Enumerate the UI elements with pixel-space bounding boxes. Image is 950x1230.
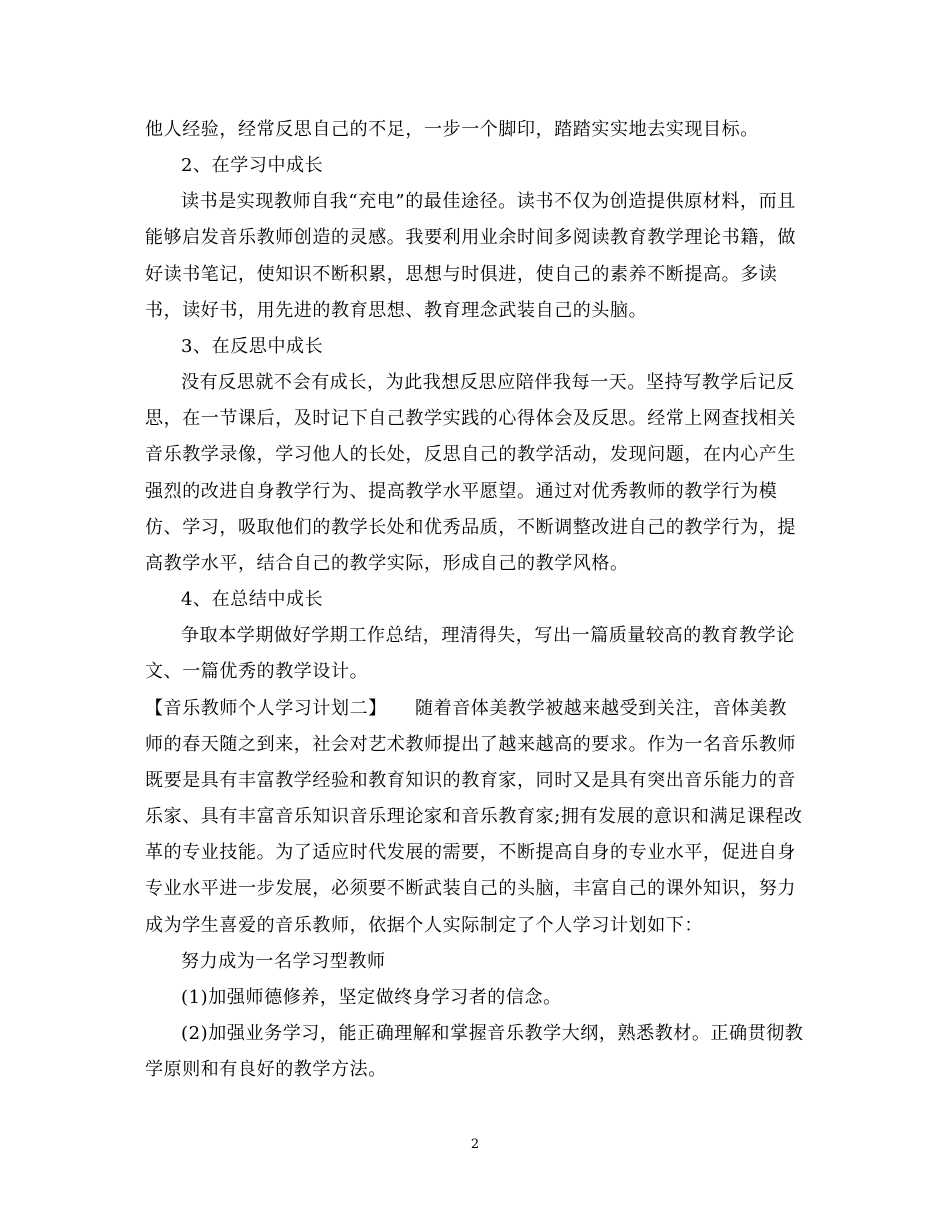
section-heading: 4、在总结中成长 bbox=[181, 589, 324, 610]
text-line: 既要是具有丰富教学经验和教育知识的教育家，同时又是具有突出音乐能力的音 bbox=[145, 770, 796, 791]
section-heading: 3、在反思中成长 bbox=[181, 336, 324, 357]
text-line: 仿、学习，吸取他们的教学长处和优秀品质，不断调整改进自己的教学行为，提 bbox=[145, 517, 796, 538]
text-line: 他人经验，经常反思自己的不足，一步一个脚印，踏踏实实地去实现目标。 bbox=[145, 119, 759, 140]
text-line: 师的春天随之到来，社会对艺术教师提出了越来越高的要求。作为一名音乐教师 bbox=[145, 734, 796, 755]
section-heading: 2、在学习中成长 bbox=[181, 155, 324, 176]
text-line: 成为学生喜爱的音乐教师，依据个人实际制定了个人学习计划如下： bbox=[145, 915, 703, 936]
text-line: 没有反思就不会有成长，为此我想反思应陪伴我每一天。坚持写教学后记反 bbox=[181, 372, 795, 393]
text-line: 专业水平进一步发展，必须要不断武装自己的头脑，丰富自己的课外知识，努力 bbox=[145, 878, 796, 899]
text-line: 【音乐教师个人学习计划二】 随着音体美教学被越来越受到关注，音体美教 bbox=[145, 698, 787, 719]
text-line: 思，在一节课后，及时记下自己教学实践的心得体会及反思。经常上网查找相关 bbox=[145, 408, 796, 429]
text-line: 好读书笔记，使知识不断积累，思想与时俱进，使自己的素养不断提高。多读 bbox=[145, 264, 778, 285]
text-line: 革的专业技能。为了适应时代发展的需要，不断提高自身的专业水平，促进自身 bbox=[145, 842, 796, 863]
text-line: 书，读好书，用先进的教育思想、教育理念武装自己的头脑。 bbox=[145, 300, 648, 321]
text-line: 乐家、具有丰富音乐知识音乐理论家和音乐教育家;拥有发展的意识和满足课程改 bbox=[145, 806, 803, 827]
section-heading: 努力成为一名学习型教师 bbox=[181, 951, 386, 972]
text-line: 能够启发音乐教师创造的灵感。我要利用业余时间多阅读教育教学理论书籍，做 bbox=[145, 227, 796, 248]
text-line: 强烈的改进自身教学行为、提高教学水平愿望。通过对优秀教师的教学行为模 bbox=[145, 481, 778, 502]
page-number: 2 bbox=[470, 1137, 480, 1152]
text-line: 文、一篇优秀的教学设计。 bbox=[145, 661, 369, 682]
text-line: 争取本学期做好学期工作总结，理清得失，写出一篇质量较高的教育教学论 bbox=[181, 625, 795, 646]
text-line: 学原则和有良好的教学方法。 bbox=[145, 1059, 387, 1080]
text-line: 读书是实现教师自我“充电”的最佳途径。读书不仅为创造提供原材料，而且 bbox=[181, 191, 796, 212]
text-line: (2)加强业务学习，能正确理解和掌握音乐教学大纲，熟悉教材。正确贯彻教 bbox=[181, 1023, 804, 1044]
text-line: 音乐教学录像，学习他人的长处，反思自己的教学活动，发现问题，在内心产生 bbox=[145, 444, 796, 465]
text-line: (1)加强师德修养，坚定做终身学习者的信念。 bbox=[181, 987, 562, 1008]
text-line: 高教学水平，结合自己的教学实际，形成自己的教学风格。 bbox=[145, 553, 629, 574]
